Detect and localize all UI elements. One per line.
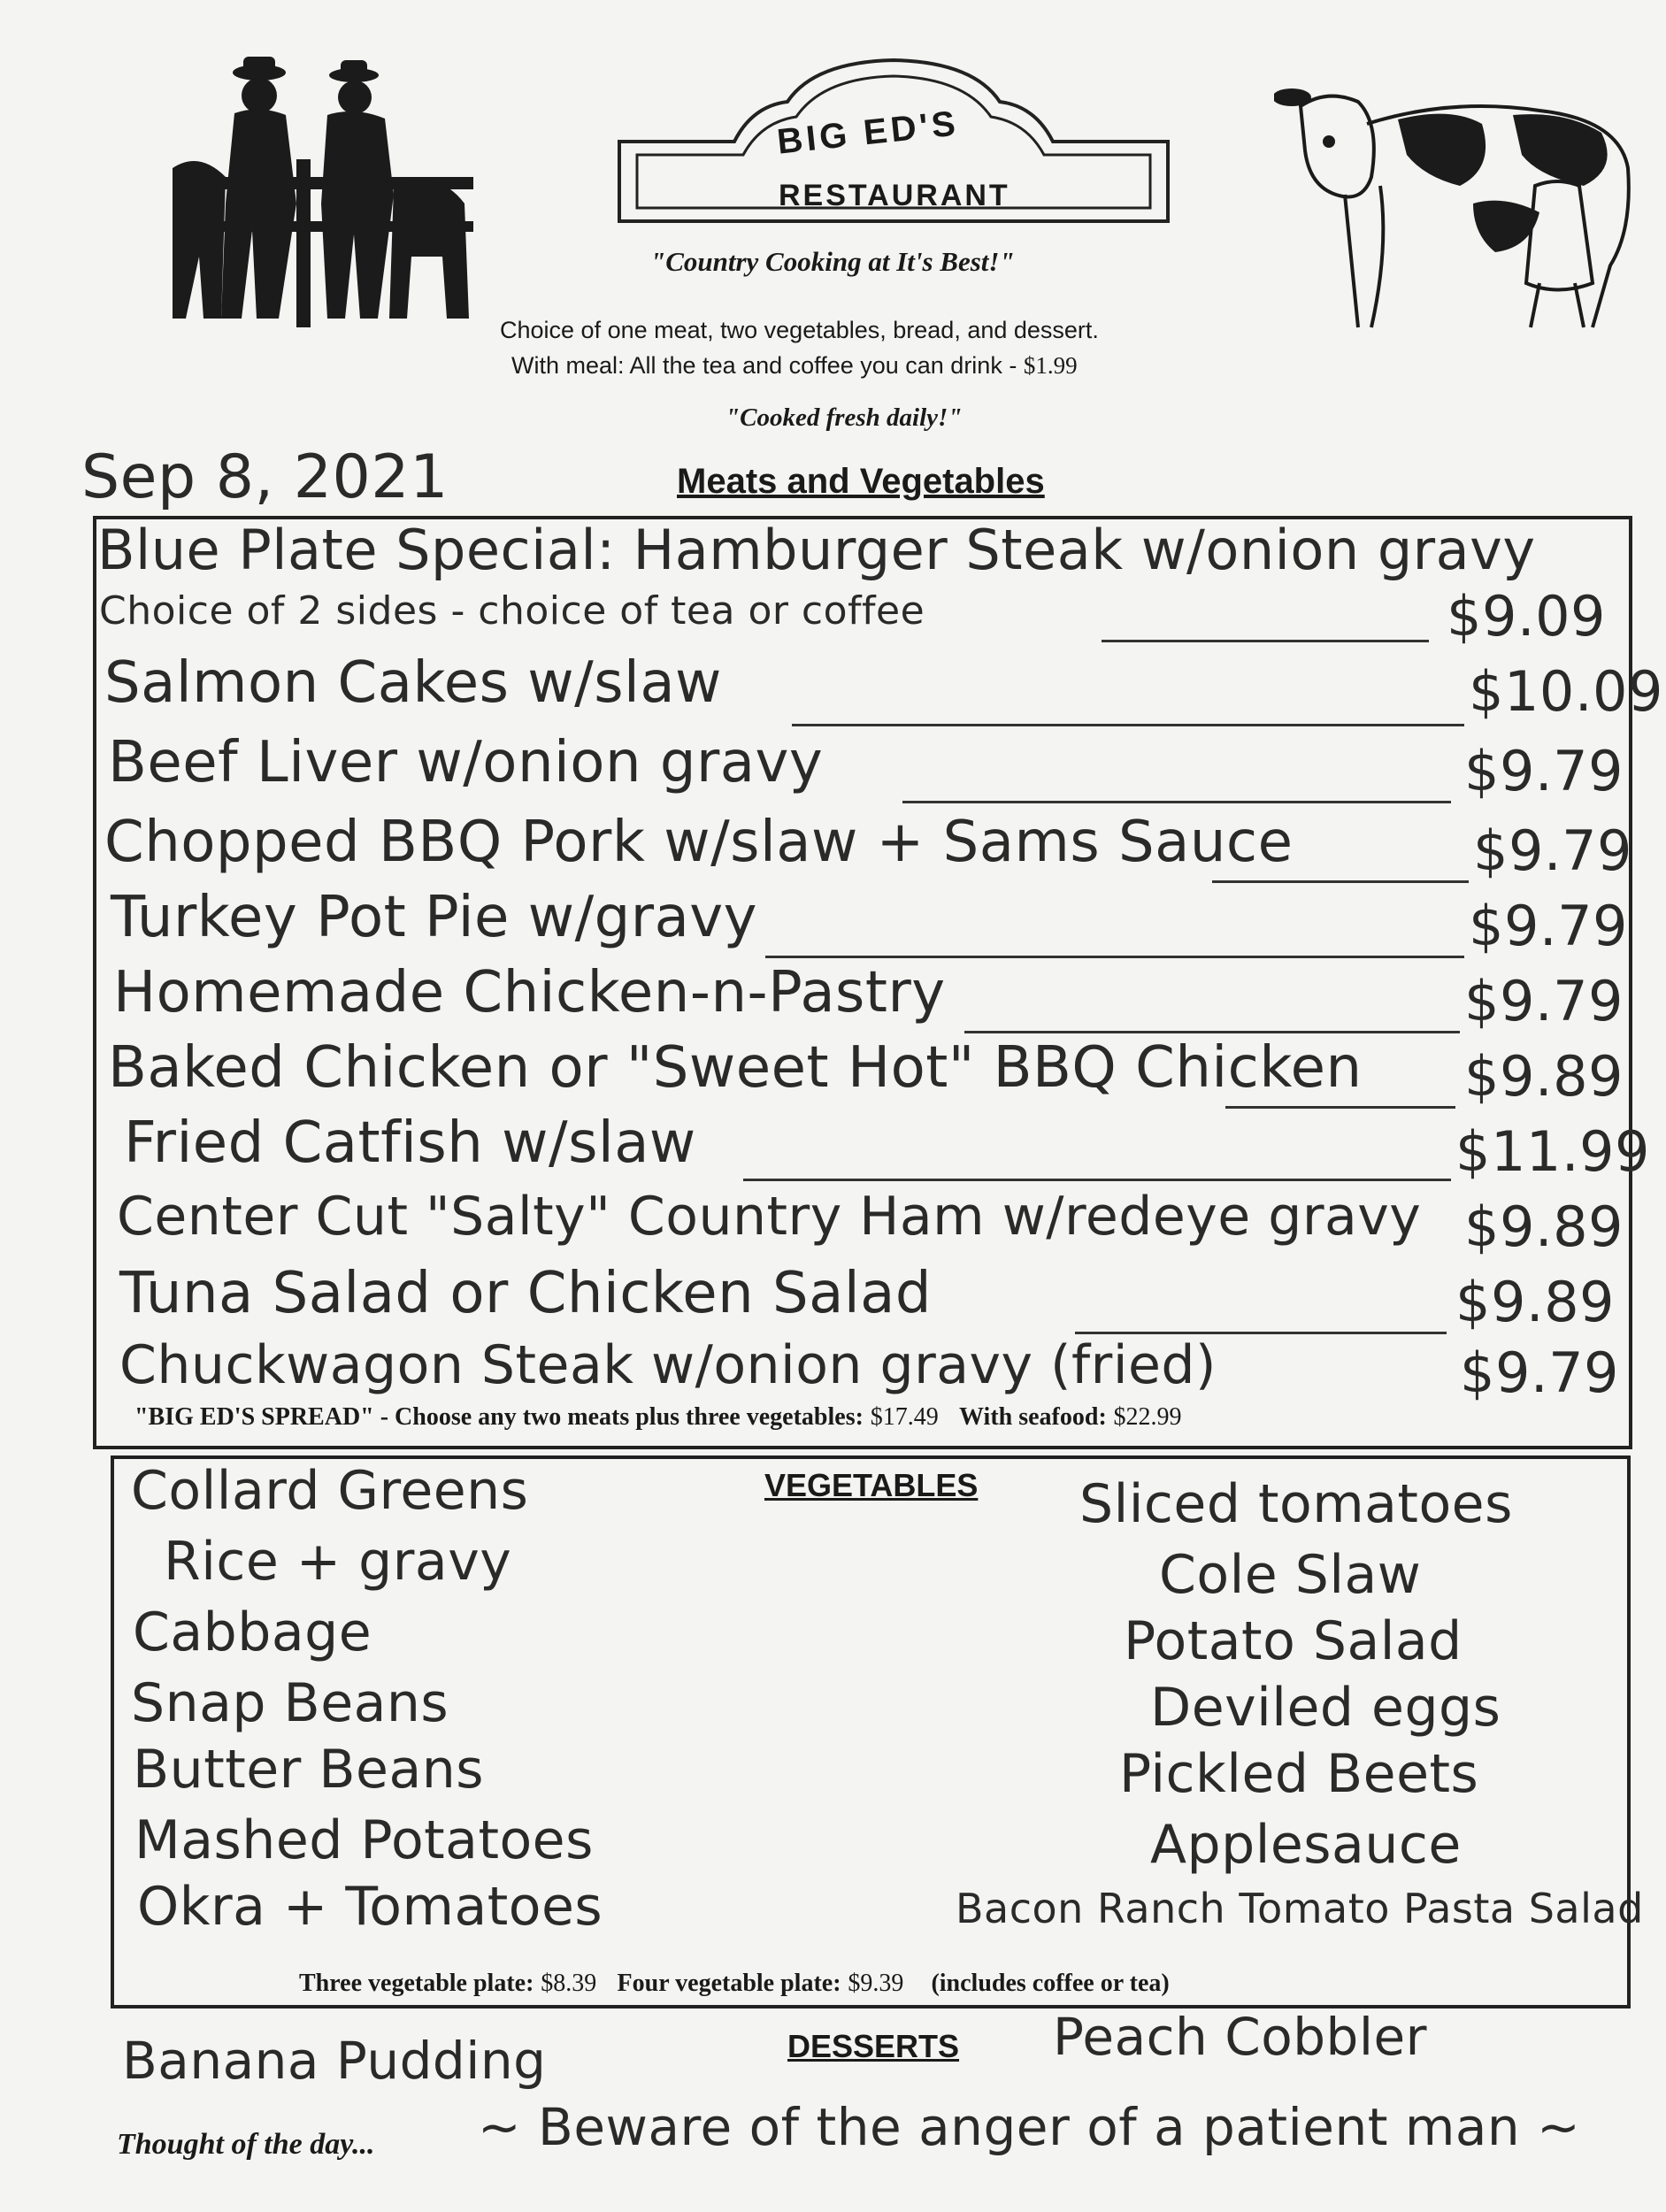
- dessert-item-2: Peach Cobbler: [1053, 2007, 1427, 2067]
- vegetable-right-4: Deviled eggs: [1150, 1677, 1501, 1739]
- vegetable-left-1: Collard Greens: [131, 1460, 529, 1522]
- plates-note: (includes coffee or tea): [931, 1970, 1170, 1997]
- thought-of-the-day-label: Thought of the day...: [117, 2128, 375, 2161]
- vegetable-left-4: Snap Beans: [131, 1672, 449, 1734]
- meat-price-tuna-chicken-salad: $9.89: [1455, 1270, 1615, 1334]
- meat-item-fried-catfish: Fried Catfish w/slaw: [124, 1110, 696, 1176]
- vegetable-right-3: Potato Salad: [1124, 1610, 1463, 1672]
- vegetable-left-2: Rice + gravy: [164, 1531, 512, 1593]
- meat-item-blue-plate: Blue Plate Special: Hamburger Steak w/onion gravy: [97, 518, 1536, 582]
- spread-seafood-price: $22.99: [1113, 1403, 1182, 1431]
- meat-item-chuckwagon-steak: Chuckwagon Steak w/onion gravy (fried): [119, 1334, 1217, 1396]
- four-veg-plate-price: $9.39: [848, 1970, 904, 1997]
- meats-section-title: Meats and Vegetables: [677, 462, 1045, 501]
- vegetable-right-5: Pickled Beets: [1119, 1743, 1479, 1805]
- cooked-fresh-slogan: "Cooked fresh daily!": [726, 403, 963, 432]
- thought-of-the-day-text: ~ Beware of the anger of a patient man ~: [478, 2097, 1581, 2157]
- four-veg-plate-label: Four vegetable plate:: [617, 1970, 841, 1997]
- spread-label: "BIG ED'S SPREAD" - Choose any two meats plus three vegetables:: [134, 1403, 864, 1431]
- meat-item-country-ham: Center Cut "Salty" Country Ham w/redeye gravy: [117, 1186, 1422, 1248]
- vegetable-left-7: Okra + Tomatoes: [137, 1876, 603, 1938]
- vegetable-plates-line: [299, 1969, 1170, 1998]
- meat-item-blue-plate-sides: Choice of 2 sides - choice of tea or coffee: [99, 588, 925, 634]
- handwritten-date: Sep 8, 2021: [81, 442, 449, 512]
- meat-item-turkey-pot-pie: Turkey Pot Pie w/gravy: [111, 885, 758, 950]
- three-veg-plate-price: $8.39: [541, 1970, 597, 1997]
- vegetable-right-1: Sliced tomatoes: [1079, 1473, 1513, 1535]
- cow-illustration: [1274, 71, 1646, 336]
- intro-text-line1: Choice of one meat, two vegetables, bread, and dessert.: [500, 317, 1099, 343]
- beverage-price: $1.99: [1023, 352, 1078, 379]
- vegetable-left-6: Mashed Potatoes: [134, 1809, 594, 1871]
- tagline: "Country Cooking at It's Best!": [650, 246, 1015, 277]
- meat-item-bbq-pork: Chopped BBQ Pork w/slaw + Sams Sauce: [104, 810, 1294, 875]
- meat-price-turkey-pot-pie: $9.79: [1469, 894, 1628, 958]
- logo-name: BIG ED'S: [775, 104, 961, 162]
- vegetables-title: VEGETABLES: [764, 1467, 979, 1503]
- meat-price-salmon-cakes: $10.09: [1469, 659, 1663, 724]
- spread-price: $17.49: [870, 1403, 939, 1431]
- three-veg-plate-label: Three vegetable plate:: [299, 1970, 534, 1997]
- meat-price-country-ham: $9.89: [1464, 1194, 1624, 1259]
- meat-item-beef-liver: Beef Liver w/onion gravy: [108, 730, 824, 795]
- meat-item-salmon-cakes: Salmon Cakes w/slaw: [104, 650, 722, 716]
- dessert-item-1: Banana Pudding: [122, 2031, 547, 2091]
- logo-restaurant-label: RESTAURANT: [779, 179, 1010, 212]
- meat-item-baked-chicken: Baked Chicken or "Sweet Hot" BBQ Chicken: [108, 1035, 1363, 1101]
- restaurant-logo: [610, 53, 1177, 257]
- intro-beverage-text: With meal: All the tea and coffee you can drink -: [511, 352, 1024, 379]
- vegetable-left-5: Butter Beans: [133, 1739, 485, 1801]
- spread-seafood-label: With seafood:: [959, 1403, 1107, 1431]
- meat-price-chicken-pastry: $9.79: [1464, 969, 1624, 1033]
- vegetable-right-6: Applesauce: [1150, 1814, 1462, 1876]
- meat-price-chuckwagon-steak: $9.79: [1460, 1340, 1619, 1405]
- vegetable-left-3: Cabbage: [133, 1601, 372, 1663]
- big-eds-spread-line: [134, 1402, 1182, 1432]
- vegetable-right-7: Bacon Ranch Tomato Pasta Salad: [956, 1885, 1644, 1932]
- meat-price-bbq-pork: $9.79: [1473, 818, 1632, 883]
- meat-item-chicken-pastry: Homemade Chicken-n-Pastry: [113, 960, 946, 1025]
- intro-text-line2: [511, 352, 1078, 380]
- desserts-title: DESSERTS: [787, 2028, 960, 2064]
- meat-item-tuna-chicken-salad: Tuna Salad or Chicken Salad: [119, 1261, 932, 1326]
- farmers-silhouette-illustration: [173, 53, 473, 327]
- meat-price-baked-chicken: $9.89: [1464, 1044, 1624, 1109]
- vegetable-right-2: Cole Slaw: [1159, 1544, 1422, 1606]
- meat-price-fried-catfish: $11.99: [1455, 1119, 1650, 1184]
- meat-price-blue-plate: $9.09: [1447, 584, 1606, 649]
- meat-price-beef-liver: $9.79: [1464, 739, 1624, 803]
